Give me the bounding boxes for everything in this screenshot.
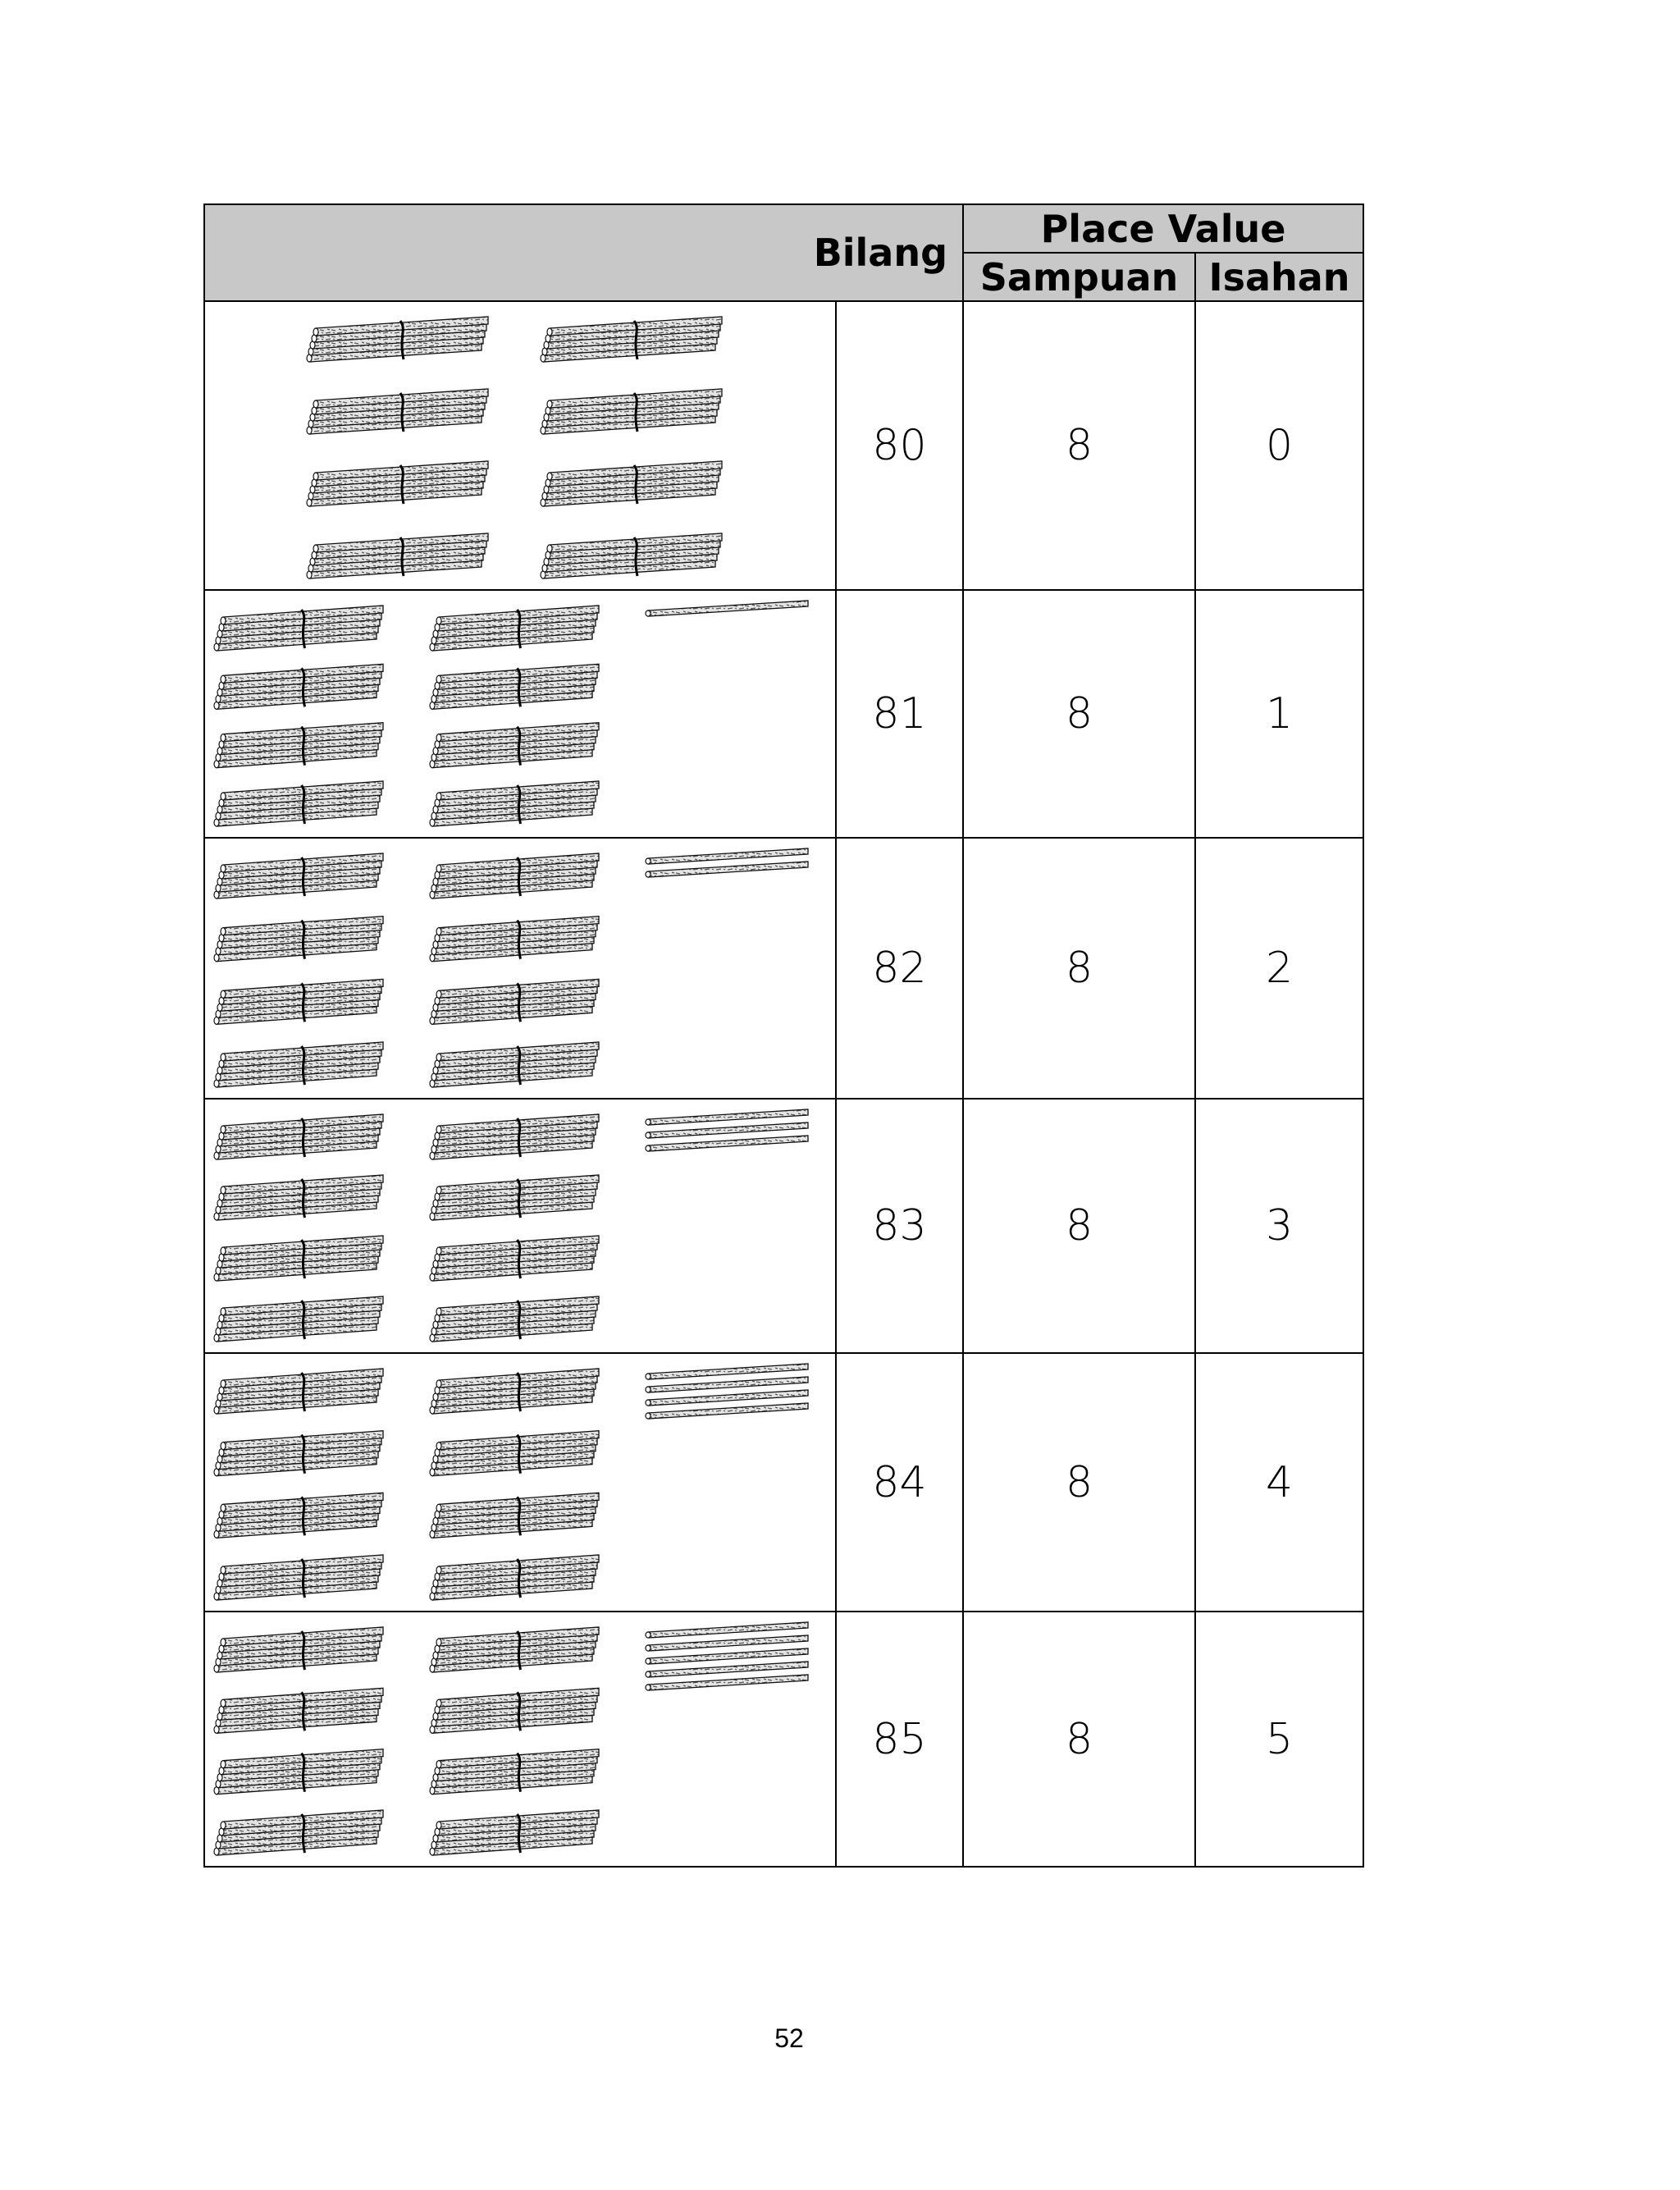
bundle-of-ten-sticks-icon [541, 533, 722, 578]
bundle-of-ten-sticks-icon [214, 664, 383, 709]
illustration-cell [204, 301, 836, 590]
sampuan-value: 8 [963, 1612, 1195, 1867]
isahan-value: 5 [1195, 1612, 1363, 1867]
single-stick-icon [646, 862, 808, 877]
header-row-top [204, 204, 1363, 253]
bundle-of-ten-sticks-icon [430, 853, 599, 898]
single-stick-icon [646, 1377, 808, 1392]
bundle-of-ten-sticks-icon [307, 461, 488, 506]
bilang-value: 82 [836, 838, 963, 1099]
bilang-value: 81 [836, 590, 963, 838]
bundle-of-ten-sticks-icon [430, 606, 599, 651]
isahan-header: Isahan [1195, 253, 1363, 301]
single-stick-icon [646, 1648, 808, 1664]
page-number: 52 [774, 2023, 804, 2053]
sticks-illustration [205, 1354, 835, 1611]
bundle-of-ten-sticks-icon [214, 1369, 383, 1414]
bundle-of-ten-sticks-icon [214, 1296, 383, 1342]
bundle-of-ten-sticks-icon [307, 317, 488, 362]
sticks-illustration [205, 839, 835, 1098]
bundle-of-ten-sticks-icon [307, 389, 488, 434]
bundle-of-ten-sticks-icon [430, 1296, 599, 1342]
bilang-value: 85 [836, 1612, 963, 1867]
single-stick-icon [646, 1635, 808, 1651]
bilang-value: 84 [836, 1353, 963, 1612]
isahan-value: 2 [1195, 838, 1363, 1099]
bundle-of-ten-sticks-icon [541, 317, 722, 362]
sticks-illustration [205, 1612, 835, 1866]
table-row [204, 301, 1363, 590]
bundle-of-ten-sticks-icon [214, 1688, 383, 1733]
bundle-of-ten-sticks-icon [214, 1555, 383, 1600]
single-stick-icon [646, 1109, 808, 1125]
illustration-cell [204, 838, 836, 1099]
table-row [204, 1099, 1363, 1353]
bundle-of-ten-sticks-icon [541, 389, 722, 434]
single-stick-icon [646, 1390, 808, 1406]
bundle-of-ten-sticks-icon [430, 1688, 599, 1733]
single-stick-icon [646, 1622, 808, 1638]
bundle-of-ten-sticks-icon [430, 917, 599, 962]
isahan-value: 4 [1195, 1353, 1363, 1612]
bundle-of-ten-sticks-icon [214, 1042, 383, 1087]
bundle-of-ten-sticks-icon [214, 723, 383, 768]
bundle-of-ten-sticks-icon [430, 979, 599, 1024]
single-stick-icon [646, 1662, 808, 1677]
sampuan-value: 8 [963, 301, 1195, 590]
bilang-value: 83 [836, 1099, 963, 1353]
sampuan-value: 8 [963, 1099, 1195, 1353]
bundle-of-ten-sticks-icon [214, 1810, 383, 1855]
sampuan-header: Sampuan [963, 253, 1195, 301]
single-stick-icon [646, 1136, 808, 1151]
bundle-of-ten-sticks-icon [430, 1431, 599, 1476]
isahan-value: 1 [1195, 590, 1363, 838]
bundle-of-ten-sticks-icon [430, 1749, 599, 1795]
bundle-of-ten-sticks-icon [430, 1175, 599, 1220]
illustration-cell [204, 1612, 836, 1867]
bundle-of-ten-sticks-icon [430, 1493, 599, 1538]
single-stick-icon [646, 1675, 808, 1690]
sticks-illustration [205, 1100, 835, 1352]
bundle-of-ten-sticks-icon [307, 533, 488, 578]
illustration-cell [204, 1099, 836, 1353]
single-stick-icon [646, 1122, 808, 1138]
bundle-of-ten-sticks-icon [430, 781, 599, 826]
place-value-header: Place Value [963, 204, 1363, 253]
bilang-header: Bilang [204, 204, 963, 301]
bundle-of-ten-sticks-icon [214, 1114, 383, 1159]
bundle-of-ten-sticks-icon [214, 781, 383, 826]
bundle-of-ten-sticks-icon [430, 1555, 599, 1600]
bundle-of-ten-sticks-icon [430, 1114, 599, 1159]
isahan-value: 3 [1195, 1099, 1363, 1353]
bundle-of-ten-sticks-icon [214, 1175, 383, 1220]
sampuan-value: 8 [963, 590, 1195, 838]
bundle-of-ten-sticks-icon [541, 461, 722, 506]
table-row [204, 838, 1363, 1099]
table-row [204, 590, 1363, 838]
bundle-of-ten-sticks-icon [214, 1627, 383, 1672]
illustration-cell [204, 590, 836, 838]
bundle-of-ten-sticks-icon [430, 1369, 599, 1414]
bundle-of-ten-sticks-icon [214, 1236, 383, 1281]
table-row [204, 1612, 1363, 1867]
place-value-table [203, 203, 1364, 1868]
sticks-illustration [205, 591, 835, 837]
bundle-of-ten-sticks-icon [430, 1236, 599, 1281]
bundle-of-ten-sticks-icon [214, 1431, 383, 1476]
bundle-of-ten-sticks-icon [214, 1749, 383, 1795]
bundle-of-ten-sticks-icon [214, 979, 383, 1024]
bundle-of-ten-sticks-icon [214, 606, 383, 651]
sampuan-value: 8 [963, 1353, 1195, 1612]
sampuan-value: 8 [963, 838, 1195, 1099]
bundle-of-ten-sticks-icon [214, 917, 383, 962]
bundle-of-ten-sticks-icon [214, 853, 383, 898]
bundle-of-ten-sticks-icon [430, 723, 599, 768]
single-stick-icon [646, 601, 808, 616]
bundle-of-ten-sticks-icon [430, 1627, 599, 1672]
single-stick-icon [646, 848, 808, 864]
bilang-value: 80 [836, 301, 963, 590]
isahan-value: 0 [1195, 301, 1363, 590]
bundle-of-ten-sticks-icon [214, 1493, 383, 1538]
illustration-cell [204, 1353, 836, 1612]
bundle-of-ten-sticks-icon [430, 664, 599, 709]
single-stick-icon [646, 1364, 808, 1379]
single-stick-icon [646, 1403, 808, 1419]
table-row [204, 1353, 1363, 1612]
bundle-of-ten-sticks-icon [430, 1042, 599, 1087]
bundle-of-ten-sticks-icon [430, 1810, 599, 1855]
sticks-illustration [205, 302, 835, 589]
